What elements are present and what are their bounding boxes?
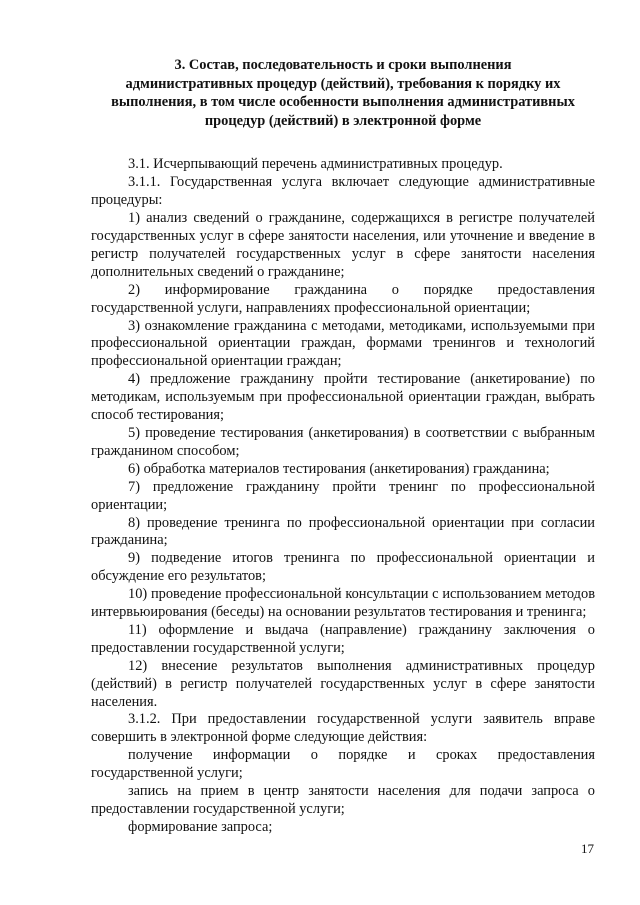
list-item: 10) проведение профессиональной консультации с использованием методов интервьюирования (беседы) на основании результатов тестирования и тренинга; bbox=[91, 586, 595, 621]
paragraph: 3.1. Исчерпывающий перечень административных процедур. bbox=[128, 156, 503, 173]
list-item: 12) внесение результатов выполнения административных процедур (действий) в регистр получателей государственных услуг в сфере занятости населения. bbox=[91, 657, 595, 710]
page-number: 17 bbox=[581, 841, 594, 856]
list-item: 3) ознакомление гражданина с методами, методиками, используемыми при профессиональной ориентации граждан, формами тренингов и технологий профессиональной ориентации граждан; bbox=[91, 317, 595, 370]
section-heading bbox=[91, 56, 595, 130]
document-page bbox=[91, 56, 595, 837]
heading-line: процедур (действий) в электронной форме bbox=[204, 112, 482, 129]
list-item: 8) проведение тренинга по профессиональной ориентации при согласии гражданина; bbox=[91, 514, 595, 549]
list-item: получение информации о порядке и сроках предоставления государственной услуги; bbox=[91, 747, 595, 782]
list-item: 4) предложение гражданину пройти тестирование (анкетирование) по методикам, используемым при профессиональной ориентации граждан, выбрать способ тестирования; bbox=[91, 371, 595, 424]
body-text bbox=[91, 156, 595, 836]
paragraph: 3.1.1. Государственная услуга включает следующие административные процедуры: bbox=[91, 174, 595, 209]
list-item: 9) подведение итогов тренинга по профессиональной ориентации и обсуждение его результатов; bbox=[91, 550, 595, 585]
list-item: 6) обработка материалов тестирования (анкетирования) гражданина; bbox=[128, 460, 550, 477]
list-item: 1) анализ сведений о гражданине, содержащихся в регистре получателей государственных услуг в сфере занятости населения, или уточнение и введение в регистр получателей государственных услуг в сфере занятости населения дополнительных сведений о гражданине; bbox=[91, 210, 595, 280]
paragraph: 3.1.2. При предоставлении государственной услуги заявитель вправе совершить в электронной форме следующие действия: bbox=[91, 711, 595, 746]
list-item: запись на прием в центр занятости населения для подачи запроса о предоставлении государственной услуги; bbox=[91, 783, 595, 817]
list-item: 7) предложение гражданину пройти тренинг по профессиональной ориентации; bbox=[91, 478, 595, 513]
list-item: 2) информирование гражданина о порядке предоставления государственной услуги, направлениях профессиональной ориентации; bbox=[91, 281, 595, 316]
list-item: формирование запроса; bbox=[128, 818, 273, 835]
list-item: 5) проведение тестирования (анкетирования) в соответствии с выбранным гражданином способом; bbox=[91, 424, 595, 459]
heading-line: выполнения, в том числе особенности выполнения административных bbox=[111, 94, 575, 111]
heading-line: административных процедур (действий), требования к порядку их bbox=[125, 75, 561, 92]
list-item: 11) оформление и выдача (направление) гражданину заключения о предоставлении государственной услуги; bbox=[91, 621, 595, 656]
heading-line: 3. Состав, последовательность и сроки выполнения bbox=[174, 57, 512, 73]
